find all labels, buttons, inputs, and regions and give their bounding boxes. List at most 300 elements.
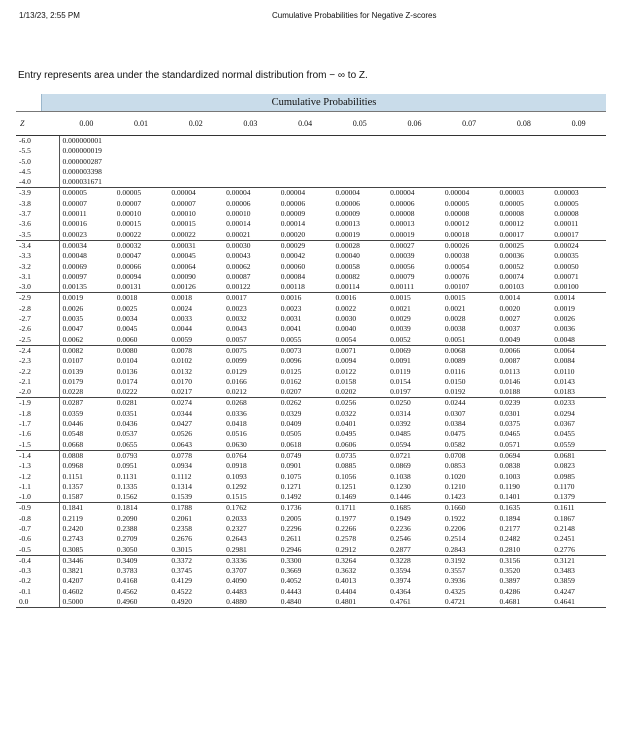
probability-cell: 0.5000 <box>59 597 114 608</box>
probability-cell: 0.1587 <box>59 492 114 503</box>
probability-cell: 0.3632 <box>335 566 357 576</box>
probability-cell: 0.0084 <box>554 356 575 366</box>
probability-cell: 0.0023 <box>226 303 247 313</box>
z-value-cell: -0.4 <box>16 555 59 566</box>
probability-cell: 0.00007 <box>59 199 114 209</box>
probability-cell: 0.0885 <box>335 461 357 471</box>
probability-cell: 0.3483 <box>554 566 575 576</box>
probability-cell: 0.0951 <box>116 461 138 471</box>
probability-cell: 0.00036 <box>499 251 524 261</box>
empty-cell <box>168 157 223 167</box>
probability-cell: 0.3974 <box>390 576 411 586</box>
empty-cell <box>278 146 333 156</box>
probability-cell: 0.1539 <box>171 492 192 502</box>
probability-cell: 0.0091 <box>390 356 411 366</box>
probability-cell: 0.0516 <box>226 429 247 439</box>
probability-cell: 0.1038 <box>390 471 411 481</box>
probability-cell: 0.00126 <box>171 282 196 292</box>
probability-cell: 0.0069 <box>387 345 442 356</box>
empty-cell <box>332 167 387 177</box>
probability-cell: 0.0021 <box>444 303 466 313</box>
probability-cell: 0.00062 <box>226 261 251 271</box>
probability-cell: 0.0475 <box>444 429 466 439</box>
probability-cell: 0.0329 <box>280 408 302 418</box>
probability-cell: 0.0068 <box>442 345 497 356</box>
probability-cell: 0.0059 <box>171 334 192 344</box>
probability-cell: 0.3015 <box>171 544 192 554</box>
table-row <box>16 503 606 514</box>
probability-cell: 0.1292 <box>226 481 247 491</box>
probability-cell: 0.00010 <box>116 209 142 219</box>
table-row <box>16 335 606 346</box>
probability-cell: 0.4641 <box>551 597 606 608</box>
probability-cell: 0.2033 <box>226 513 247 523</box>
probability-cell: 0.4052 <box>280 576 302 586</box>
probability-cell: 0.00111 <box>390 282 414 292</box>
probability-cell: 0.00066 <box>116 261 142 271</box>
probability-cell: 0.3121 <box>551 555 606 566</box>
empty-cell <box>332 146 387 156</box>
probability-cell: 0.00035 <box>554 251 579 261</box>
table-row <box>16 272 606 282</box>
probability-cell: 0.3783 <box>116 566 138 576</box>
probability-cell: 0.2709 <box>116 534 138 544</box>
z-table <box>16 111 606 608</box>
empty-cell <box>387 177 442 188</box>
probability-cell: 0.00003 <box>497 188 552 199</box>
z-value-cell: -1.7 <box>19 419 31 429</box>
probability-cell: 0.0019 <box>554 303 575 313</box>
probability-cell: 0.4247 <box>554 586 575 596</box>
probability-cell: 0.0132 <box>171 366 192 376</box>
z-value-cell: -1.4 <box>16 450 59 461</box>
probability-cell: 0.0197 <box>390 387 411 397</box>
probability-cell: 0.1788 <box>168 503 223 514</box>
probability-cell: 0.0495 <box>335 429 357 439</box>
empty-cell <box>168 146 223 156</box>
empty-cell <box>387 146 442 156</box>
table-row <box>16 230 606 241</box>
probability-cell: 0.1112 <box>171 471 192 481</box>
probability-cell: 0.1736 <box>278 503 333 514</box>
probability-cell: 0.00038 <box>444 251 470 261</box>
probability-cell: 0.0026 <box>59 304 114 314</box>
probability-cell: 0.2776 <box>554 544 575 554</box>
probability-cell: 0.00114 <box>335 282 360 292</box>
probability-cell: 0.00010 <box>226 209 251 219</box>
probability-cell: 0.00003 <box>551 188 606 199</box>
table-row <box>16 587 606 597</box>
probability-cell: 0.0104 <box>116 356 138 366</box>
empty-cell <box>387 167 442 177</box>
probability-cell: 0.3897 <box>499 576 521 586</box>
probability-cell: 0.1075 <box>280 471 302 481</box>
probability-cell: 0.00006 <box>280 198 306 208</box>
probability-cell: 0.0537 <box>116 429 138 439</box>
z-value-cell: -0.3 <box>19 566 31 576</box>
empty-cell <box>442 136 497 147</box>
z-value-cell: -1.2 <box>19 471 31 481</box>
probability-cell: 0.0094 <box>335 356 357 366</box>
probability-cell: 0.4325 <box>444 586 466 596</box>
probability-cell: 0.00005 <box>444 198 470 208</box>
probability-cell: 0.4364 <box>390 586 411 596</box>
probability-cell: 0.3936 <box>444 576 466 586</box>
probability-cell: 0.00004 <box>442 188 497 199</box>
probability-cell: 0.0024 <box>171 303 192 313</box>
probability-cell: 0.0274 <box>168 398 223 409</box>
probability-cell: 0.00074 <box>499 271 524 281</box>
probability-cell: 0.0294 <box>554 408 575 418</box>
probability-cell: 0.0217 <box>171 387 192 397</box>
probability-cell: 0.00015 <box>171 219 196 229</box>
probability-cell: 0.1685 <box>387 503 442 514</box>
z-table-container <box>16 94 606 608</box>
probability-cell: 0.00031 <box>168 240 223 251</box>
probability-cell: 0.2327 <box>226 523 247 533</box>
probability-cell: 0.0089 <box>444 356 466 366</box>
probability-cell: 0.00010 <box>171 209 196 219</box>
probability-cell: 0.0119 <box>390 366 411 376</box>
probability-cell: 0.0166 <box>226 376 247 386</box>
z-value-cell: -2.1 <box>19 376 31 386</box>
probability-cell: 0.0233 <box>551 398 606 409</box>
probability-cell: 0.0040 <box>335 324 357 334</box>
probability-cell: 0.00069 <box>59 262 114 272</box>
table-row <box>16 167 606 177</box>
probability-cell: 0.3050 <box>116 544 138 554</box>
probability-cell: 0.3821 <box>59 566 114 576</box>
probability-cell: 0.0351 <box>116 408 138 418</box>
probability-cell: 0.2388 <box>116 523 138 533</box>
z-value-cell: -1.1 <box>19 481 31 491</box>
column-header: 0.05 <box>332 112 387 136</box>
probability-cell: 0.00032 <box>114 240 169 251</box>
empty-cell <box>114 136 169 147</box>
probability-cell: 0.0032 <box>226 314 247 324</box>
empty-cell <box>551 157 606 167</box>
probability-cell: 0.0239 <box>497 398 552 409</box>
probability-cell: 0.00005 <box>114 188 169 199</box>
probability-cell: 0.0336 <box>226 408 247 418</box>
probability-cell: 0.0158 <box>335 376 357 386</box>
table-row <box>16 514 606 524</box>
probability-cell: 0.3446 <box>59 555 114 566</box>
probability-cell: 0.0322 <box>335 408 357 418</box>
probability-cell: 0.00043 <box>226 251 251 261</box>
probability-cell: 0.00007 <box>171 198 196 208</box>
z-value-cell: -3.0 <box>19 282 31 292</box>
probability-cell: 0.000003398 <box>59 167 114 177</box>
probability-cell: 0.00026 <box>442 240 497 251</box>
empty-cell <box>442 146 497 156</box>
z-value-cell: -5.5 <box>19 146 31 156</box>
probability-cell: 0.0446 <box>59 419 114 429</box>
empty-cell <box>497 146 552 156</box>
z-value-cell: -1.0 <box>19 492 31 502</box>
probability-cell: 0.0025 <box>116 303 138 313</box>
table-row <box>16 597 606 608</box>
z-value-cell: -3.2 <box>19 261 31 271</box>
empty-cell <box>332 136 387 147</box>
probability-cell: 0.0014 <box>551 293 606 304</box>
probability-cell: 0.3228 <box>387 555 442 566</box>
probability-cell: 0.000000287 <box>59 157 114 167</box>
empty-cell <box>551 177 606 188</box>
probability-cell: 0.0808 <box>59 450 114 461</box>
probability-cell: 0.1230 <box>390 481 411 491</box>
probability-cell: 0.1423 <box>444 492 466 502</box>
probability-cell: 0.00022 <box>171 229 196 239</box>
probability-cell: 0.00006 <box>226 198 251 208</box>
z-value-cell: -3.5 <box>19 229 31 239</box>
probability-cell: 0.00004 <box>223 188 278 199</box>
empty-cell <box>332 157 387 167</box>
probability-cell: 0.00005 <box>59 188 114 199</box>
table-header-row <box>16 112 606 136</box>
probability-cell: 0.00008 <box>499 209 524 219</box>
probability-cell: 0.0749 <box>278 450 333 461</box>
probability-cell: 0.0018 <box>114 293 169 304</box>
probability-cell: 0.0125 <box>280 366 302 376</box>
probability-cell: 0.4562 <box>116 586 138 596</box>
probability-cell: 0.2119 <box>59 514 114 524</box>
probability-cell: 0.1056 <box>335 471 357 481</box>
z-value-cell: -0.5 <box>19 544 31 554</box>
page-title: Cumulative Probabilities for Negative Z-scores <box>272 11 437 20</box>
probability-cell: 0.0571 <box>499 439 521 449</box>
probability-cell: 0.0014 <box>497 293 552 304</box>
probability-cell: 0.3859 <box>554 576 575 586</box>
probability-cell: 0.0034 <box>116 314 138 324</box>
probability-cell: 0.0409 <box>280 419 302 429</box>
probability-cell: 0.1867 <box>554 513 575 523</box>
probability-cell: 0.00025 <box>497 240 552 251</box>
probability-cell: 0.3192 <box>442 555 497 566</box>
probability-cell: 0.00040 <box>335 251 360 261</box>
z-value-cell: -2.9 <box>16 293 59 304</box>
empty-cell <box>497 157 552 167</box>
probability-cell: 0.0630 <box>226 439 247 449</box>
probability-cell: 0.1922 <box>444 513 466 523</box>
probability-cell: 0.0228 <box>59 387 114 398</box>
probability-cell: 0.4920 <box>168 597 223 608</box>
probability-cell: 0.4880 <box>223 597 278 608</box>
table-row <box>16 440 606 451</box>
probability-cell: 0.0170 <box>171 376 192 386</box>
probability-cell: 0.0207 <box>280 387 302 397</box>
probability-cell: 0.0934 <box>171 461 192 471</box>
probability-cell: 0.00030 <box>223 240 278 251</box>
probability-cell: 0.0015 <box>387 293 442 304</box>
probability-cell: 0.0122 <box>335 366 357 376</box>
probability-cell: 0.00071 <box>554 271 579 281</box>
probability-cell: 0.0526 <box>171 429 192 439</box>
probability-cell: 0.0375 <box>499 419 521 429</box>
probability-cell: 0.00004 <box>278 188 333 199</box>
z-value-cell: -2.4 <box>16 345 59 356</box>
empty-cell <box>223 136 278 147</box>
probability-cell: 0.1635 <box>497 503 552 514</box>
probability-cell: 0.2148 <box>554 523 575 533</box>
probability-cell: 0.0869 <box>390 461 411 471</box>
probability-cell: 0.2877 <box>390 544 411 554</box>
column-header: 0.09 <box>551 112 606 136</box>
probability-cell: 0.00082 <box>335 271 360 281</box>
table-row <box>16 450 606 461</box>
probability-cell: 0.0060 <box>116 334 138 344</box>
probability-cell: 0.00028 <box>332 240 387 251</box>
probability-cell: 0.1762 <box>223 503 278 514</box>
table-row <box>16 398 606 409</box>
probability-cell: 0.4761 <box>387 597 442 608</box>
probability-cell: 0.0021 <box>390 303 411 313</box>
probability-cell: 0.0681 <box>551 450 606 461</box>
probability-cell: 0.4681 <box>497 597 552 608</box>
probability-cell: 0.00012 <box>444 219 470 229</box>
probability-cell: 0.00100 <box>554 282 579 292</box>
probability-cell: 0.0082 <box>59 345 114 356</box>
column-header: 0.00 <box>59 112 114 136</box>
probability-cell: 0.0281 <box>114 398 169 409</box>
probability-cell: 0.00050 <box>554 261 579 271</box>
table-row <box>16 534 606 544</box>
z-value-cell: -1.9 <box>16 398 59 409</box>
probability-cell: 0.1151 <box>59 472 114 482</box>
probability-cell: 0.000031671 <box>59 177 114 188</box>
probability-cell: 0.0029 <box>390 314 411 324</box>
probability-cell: 0.00107 <box>444 282 470 292</box>
empty-cell <box>168 136 223 147</box>
z-value-cell: -5.0 <box>19 156 31 166</box>
probability-cell: 0.00122 <box>226 282 251 292</box>
table-row <box>16 209 606 219</box>
table-row <box>16 199 606 209</box>
probability-cell: 0.0071 <box>332 345 387 356</box>
empty-cell <box>278 136 333 147</box>
probability-cell: 0.0028 <box>444 314 466 324</box>
probability-cell: 0.0017 <box>223 293 278 304</box>
probability-cell: 0.0036 <box>554 324 575 334</box>
probability-cell: 0.1894 <box>499 513 521 523</box>
probability-cell: 0.2482 <box>499 534 521 544</box>
probability-cell: 0.0427 <box>171 419 192 429</box>
probability-cell: 0.0823 <box>554 461 575 471</box>
probability-cell: 0.0465 <box>499 429 521 439</box>
probability-cell: 0.0694 <box>497 450 552 461</box>
probability-cell: 0.00034 <box>59 240 114 251</box>
z-value-cell: -0.7 <box>19 523 31 533</box>
probability-cell: 0.0051 <box>444 334 466 344</box>
probability-cell: 0.00047 <box>116 251 142 261</box>
table-row <box>16 461 606 471</box>
empty-cell <box>497 177 552 188</box>
probability-cell: 0.0027 <box>499 314 521 324</box>
z-value-cell: -0.1 <box>19 586 31 596</box>
table-row <box>16 240 606 251</box>
probability-cell: 0.0314 <box>390 408 411 418</box>
table-row <box>16 314 606 324</box>
probability-cell: 0.0344 <box>171 408 192 418</box>
probability-cell: 0.2743 <box>59 534 114 544</box>
probability-cell: 0.00006 <box>335 198 360 208</box>
probability-cell: 0.0559 <box>554 439 575 449</box>
probability-cell: 0.1401 <box>499 492 521 502</box>
probability-cell: 0.0485 <box>390 429 411 439</box>
table-row <box>16 345 606 356</box>
probability-cell: 0.0016 <box>278 293 333 304</box>
table-row <box>16 262 606 272</box>
probability-cell: 0.0096 <box>280 356 302 366</box>
empty-cell <box>278 167 333 177</box>
probability-cell: 0.3520 <box>499 566 521 576</box>
probability-cell: 0.0192 <box>444 387 466 397</box>
empty-cell <box>114 167 169 177</box>
probability-cell: 0.2177 <box>499 523 521 533</box>
probability-cell: 0.0708 <box>442 450 497 461</box>
probability-cell: 0.0838 <box>499 461 521 471</box>
probability-cell: 0.4090 <box>226 576 247 586</box>
probability-cell: 0.0853 <box>444 461 466 471</box>
probability-cell: 0.00020 <box>280 229 306 239</box>
probability-cell: 0.2611 <box>280 534 302 544</box>
probability-cell: 0.0202 <box>335 387 357 397</box>
probability-cell: 0.00042 <box>280 251 306 261</box>
table-row <box>16 524 606 534</box>
probability-cell: 0.2090 <box>116 513 138 523</box>
probability-cell: 0.4840 <box>278 597 333 608</box>
empty-cell <box>387 136 442 147</box>
probability-cell: 0.000000019 <box>59 146 114 156</box>
probability-cell: 0.00013 <box>335 219 360 229</box>
probability-cell: 0.0150 <box>444 376 466 386</box>
probability-cell: 0.0023 <box>280 303 302 313</box>
probability-cell: 0.0052 <box>390 334 411 344</box>
z-value-cell: -1.5 <box>19 439 31 449</box>
probability-cell: 0.2420 <box>59 524 114 534</box>
probability-cell: 0.2296 <box>280 523 302 533</box>
probability-cell: 0.0250 <box>387 398 442 409</box>
probability-cell: 0.0066 <box>497 345 552 356</box>
table-row <box>16 576 606 586</box>
probability-cell: 0.1660 <box>442 503 497 514</box>
print-date: 1/13/23, 2:55 PM <box>19 11 80 20</box>
probability-cell: 0.0041 <box>280 324 302 334</box>
probability-cell: 0.3300 <box>278 555 333 566</box>
table-row <box>16 157 606 167</box>
probability-cell: 0.00019 <box>335 229 360 239</box>
probability-cell: 0.0018 <box>168 293 223 304</box>
table-row <box>16 324 606 334</box>
probability-cell: 0.00052 <box>499 261 524 271</box>
probability-cell: 0.2514 <box>444 534 466 544</box>
probability-cell: 0.00027 <box>387 240 442 251</box>
probability-cell: 0.0287 <box>59 398 114 409</box>
probability-cell: 0.0778 <box>168 450 223 461</box>
table-row <box>16 545 606 556</box>
probability-cell: 0.0054 <box>335 334 357 344</box>
probability-cell: 0.00006 <box>390 198 415 208</box>
probability-cell: 0.00131 <box>116 282 142 292</box>
z-value-cell: -4.0 <box>19 177 31 187</box>
table-row <box>16 304 606 314</box>
empty-cell <box>551 146 606 156</box>
probability-cell: 0.0655 <box>116 439 138 449</box>
probability-cell: 0.0392 <box>390 419 411 429</box>
z-value-cell: -4.5 <box>19 166 31 176</box>
probability-cell: 0.00012 <box>499 219 524 229</box>
z-value-cell: -2.7 <box>19 314 31 324</box>
